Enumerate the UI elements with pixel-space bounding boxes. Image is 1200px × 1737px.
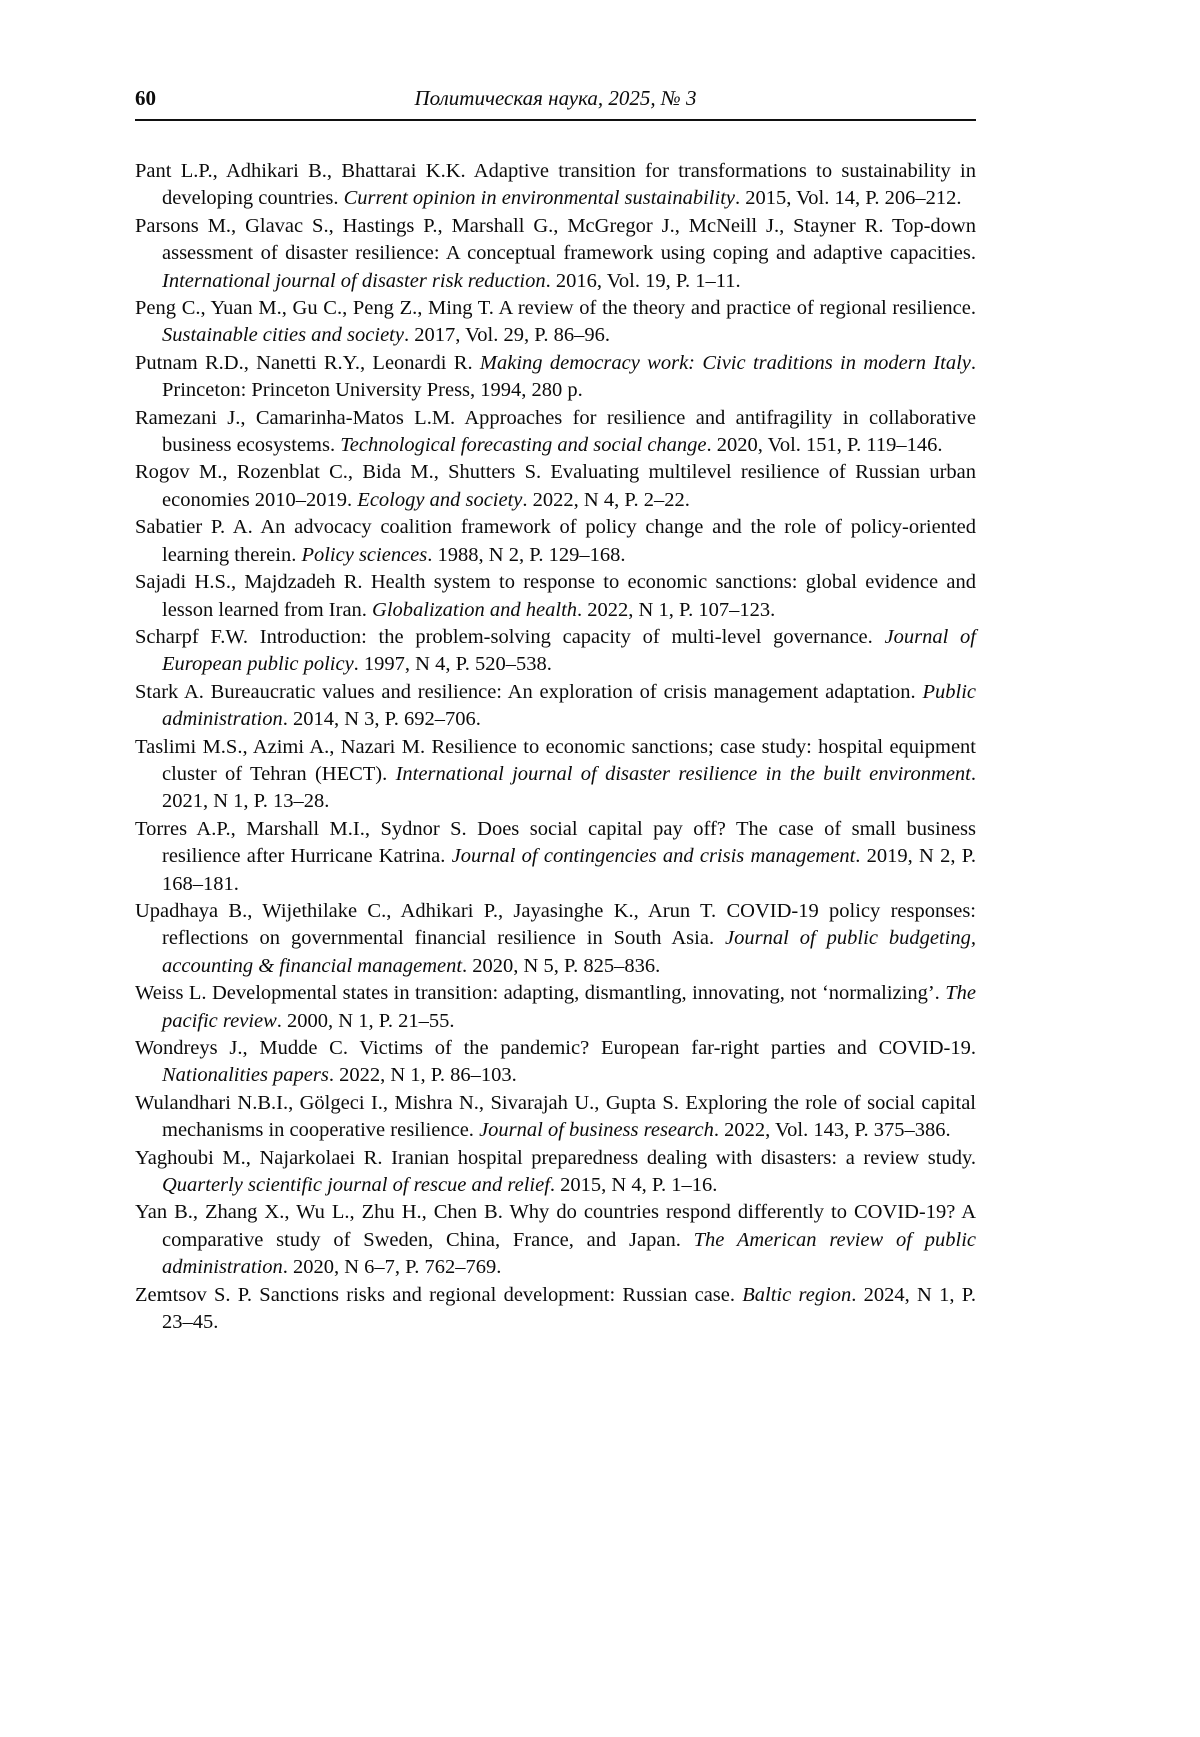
reference-journal-title: Nationalities papers [162,1064,329,1087]
running-header [135,86,976,121]
reference-entry [135,1035,976,1090]
reference-text: . 1988, N 2, P. 129–168. [427,543,626,566]
reference-text: Yaghoubi M., Najarkolaei R. Iranian hospital preparedness dealing with disasters: a review study. [135,1146,976,1169]
reference-text: Ramezani J., Camarinha-Matos L.M. Approaches for resilience and antifragility in collaborative business ecosystems. [135,406,976,457]
reference-text: . 2024, N 1, P. 23–45. [162,1283,976,1334]
reference-text: . 2016, Vol. 19, P. 1–11. [545,269,741,292]
reference-text: . 2019, N 2, P. 168–181. [162,845,976,895]
reference-text: Pant L.P., Adhikari B., Bhattarai K.K. Adaptive transition for transformations to sustainability in developing countries. [135,160,976,210]
reference-journal-title: Quarterly scientific journal of rescue and relief [162,1174,550,1197]
reference-text: Putnam R.D., Nanetti R.Y., Leonardi R. [135,351,480,374]
reference-entry [135,213,976,295]
reference-journal-title: Sustainable cities and society [162,324,404,347]
reference-entry [135,898,976,980]
reference-journal-title: Journal of contingencies and crisis management [451,845,856,868]
reference-journal-title: International journal of disaster risk reduction [162,269,546,292]
reference-journal-title: The American review of public administration [162,1228,976,1279]
reference-text: Zemtsov S. P. Sanctions risks and regional development: Russian case. [135,1283,743,1306]
reference-text: Rogov M., Rozenblat C., Bida M., Shutters S. Evaluating multilevel resilience of Russian urban economies 2010–2019. [135,461,976,511]
reference-text: . 2020, Vol. 151, P. 119–146. [706,434,943,457]
reference-journal-title: Public administration [162,680,976,731]
reference-text: . 2017, Vol. 29, P. 86–96. [403,324,610,347]
reference-entry [135,1199,976,1281]
reference-journal-title: Baltic region [742,1283,852,1306]
reference-text: Sabatier P. A. An advocacy coalition framework of policy change and the role of policy-oriented learning therein. [135,516,976,566]
reference-entry [135,734,976,816]
reference-entry [135,624,976,679]
reference-text: . 2022, N 1, P. 107–123. [577,598,776,621]
reference-text: . 2020, N 5, P. 825–836. [462,954,661,977]
reference-journal-title: Current opinion in environmental sustainability [343,187,735,210]
reference-entry [135,816,976,898]
reference-list [135,158,976,1336]
reference-journal-title: Policy sciences [301,543,428,566]
reference-entry [135,459,976,514]
reference-entry [135,158,976,213]
reference-text: Wulandhari N.B.I., Gölgeci I., Mishra N., Sivarajah U., Gupta S. Exploring the role of social capital mechanisms in cooperative resilience. [135,1091,976,1142]
reference-text: Yan B., Zhang X., Wu L., Zhu H., Chen B. Why do countries respond differently to COVID-19? A comparative study of Sweden, China, France, and Japan. [135,1201,976,1251]
reference-journal-title: Journal of European public policy [162,625,977,676]
reference-text: Upadhaya B., Wijethilake C., Adhikari P., Jayasinghe K., Arun T. COVID-19 policy responses: reflections on governmental financial resilience in South Asia. [135,899,976,950]
reference-journal-title: Technological forecasting and social change [340,434,707,457]
reference-journal-title: The pacific review [162,982,976,1032]
page-number: 60 [135,86,156,110]
reference-journal-title: Journal of business research [479,1119,714,1142]
reference-entry [135,679,976,734]
reference-text: Weiss L. Developmental states in transition: adapting, dismantling, innovating, not ‘normalizing’. [135,982,946,1005]
reference-text: . 2022, N 1, P. 86–103. [328,1064,517,1087]
reference-text: . 2022, N 4, P. 2–22. [522,488,690,511]
reference-text: Parsons M., Glavac S., Hastings P., Marshall G., McGregor J., McNeill J., Stayner R. Top-down assessment of disaster resilience: A conceptual framework using coping and adaptive capacities. [135,214,976,265]
reference-text: . Princeton: Princeton University Press, 1994, 280 p. [162,351,976,402]
reference-entry [135,295,976,350]
reference-text: Taslimi M.S., Azimi A., Nazari M. Resilience to economic sanctions; case study: hospital equipment cluster of Tehran (HECT). [135,735,976,785]
reference-journal-title: Journal of public budgeting, accounting & financial management [162,927,976,977]
reference-text: . 1997, N 4, P. 520–538. [353,653,552,676]
reference-text: Stark A. Bureaucratic values and resilience: An exploration of crisis management adaptation. [135,680,923,703]
reference-text: . 2022, Vol. 143, P. 375–386. [713,1119,951,1142]
reference-text: Torres A.P., Marshall M.I., Sydnor S. Does social capital pay off? The case of small business resilience after Hurricane Katrina. [135,817,976,868]
reference-text: Peng C., Yuan M., Gu C., Peng Z., Ming T. A review of the theory and practice of regional resilience. [135,297,976,320]
reference-journal-title: International journal of disaster resilience in the built environment [395,762,971,785]
reference-entry [135,514,976,569]
reference-text: Sajadi H.S., Majdzadeh R. Health system to response to economic sanctions: global evidence and lesson learned from Iran. [135,571,976,621]
reference-text: . 2015, N 4, P. 1–16. [549,1174,718,1197]
reference-text: . 2021, N 1, P. 13–28. [162,762,977,813]
reference-text: Wondreys J., Mudde C. Victims of the pandemic? European far-right parties and COVID-19. [135,1037,976,1059]
reference-journal-title: Globalization and health [372,598,578,621]
reference-text: . 2015, Vol. 14, P. 206–212. [735,187,962,210]
reference-entry [135,569,976,624]
reference-text: . 2020, N 6–7, P. 762–769. [282,1256,502,1279]
reference-text: . 2014, N 3, P. 692–706. [282,708,481,731]
reference-entry [135,350,976,405]
reference-entry [135,980,976,1035]
reference-journal-title: Making democracy work: Civic traditions in modern Italy [479,351,971,374]
reference-entry [135,1282,976,1337]
reference-entry [135,1090,976,1145]
running-head-title: Политическая наука, 2025, № 3 [414,86,697,110]
reference-text: Scharpf F.W. Introduction: the problem-solving capacity of multi-level governance. [135,625,885,648]
reference-entry [135,1145,976,1200]
reference-entry [135,405,976,460]
reference-text: . 2000, N 1, P. 21–55. [276,1009,455,1032]
reference-journal-title: Ecology and society [357,488,523,511]
